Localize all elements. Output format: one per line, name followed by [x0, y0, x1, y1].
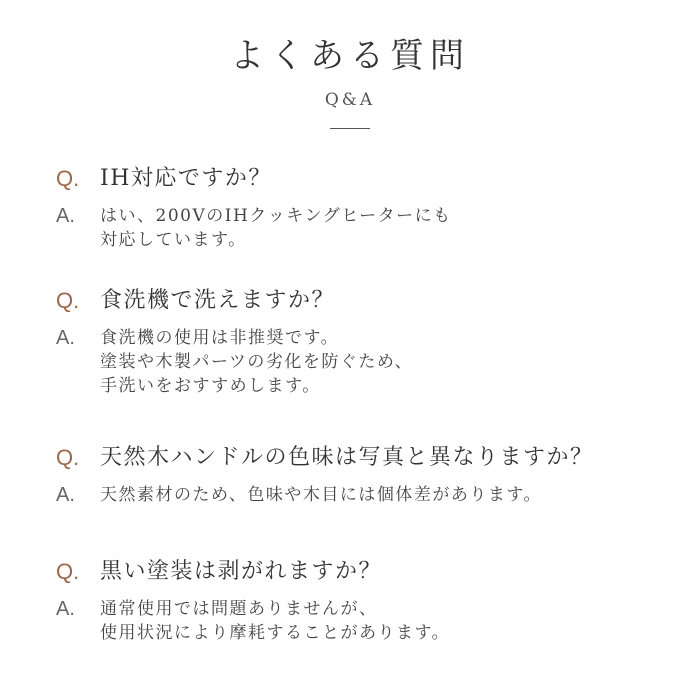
answer-line: 使用状況により摩耗することがあります。 — [100, 623, 451, 643]
answer-line: 塗装や木製パーツの劣化を防ぐため、 — [100, 352, 414, 372]
question-row — [56, 443, 686, 473]
question-text: 食洗機で洗えますか？ — [100, 288, 336, 313]
question-text: 黒い塗装は剥がれますか？ — [100, 559, 383, 584]
answer-text — [100, 597, 450, 645]
answer-text — [100, 326, 413, 398]
answer-marker: A. — [56, 484, 75, 506]
question-marker: Q. — [56, 445, 80, 470]
answer-marker: A. — [56, 327, 75, 349]
faq-item-2 — [56, 286, 686, 398]
question-row — [56, 286, 686, 316]
answer-line: 天然素材のため、色味や木目には個体差があります。 — [100, 485, 542, 505]
header-divider — [330, 128, 370, 129]
page-title: よくある質問 — [230, 36, 470, 76]
question-marker: Q. — [56, 559, 80, 584]
question-row — [56, 164, 686, 194]
faq-item-4 — [56, 557, 686, 645]
answer-row — [56, 597, 686, 645]
answer-row — [56, 483, 686, 507]
answer-line: 対応しています。 — [100, 230, 247, 250]
faq-item-3 — [56, 443, 686, 507]
answer-marker: A. — [56, 598, 75, 620]
question-marker: Q. — [56, 288, 80, 313]
question-text: 天然木ハンドルの色味は写真と異なりますか？ — [100, 445, 594, 470]
answer-row — [56, 326, 686, 398]
answer-line: はい、200VのIHクッキングヒーターにも — [100, 206, 452, 226]
faq-item-1 — [56, 164, 686, 252]
answer-row — [56, 204, 686, 252]
faq-header — [0, 32, 700, 129]
question-row — [56, 557, 686, 587]
answer-line: 食洗機の使用は非推奨です。 — [100, 328, 340, 348]
page-subtitle: Q&A — [324, 90, 376, 110]
question-marker: Q. — [56, 166, 80, 191]
answer-marker: A. — [56, 205, 75, 227]
answer-text — [100, 483, 542, 507]
answer-text — [100, 204, 452, 252]
answer-line: 通常使用では問題ありませんが、 — [100, 599, 378, 619]
question-text: IH対応ですか？ — [100, 166, 272, 191]
answer-line: 手洗いをおすすめします。 — [100, 376, 321, 396]
